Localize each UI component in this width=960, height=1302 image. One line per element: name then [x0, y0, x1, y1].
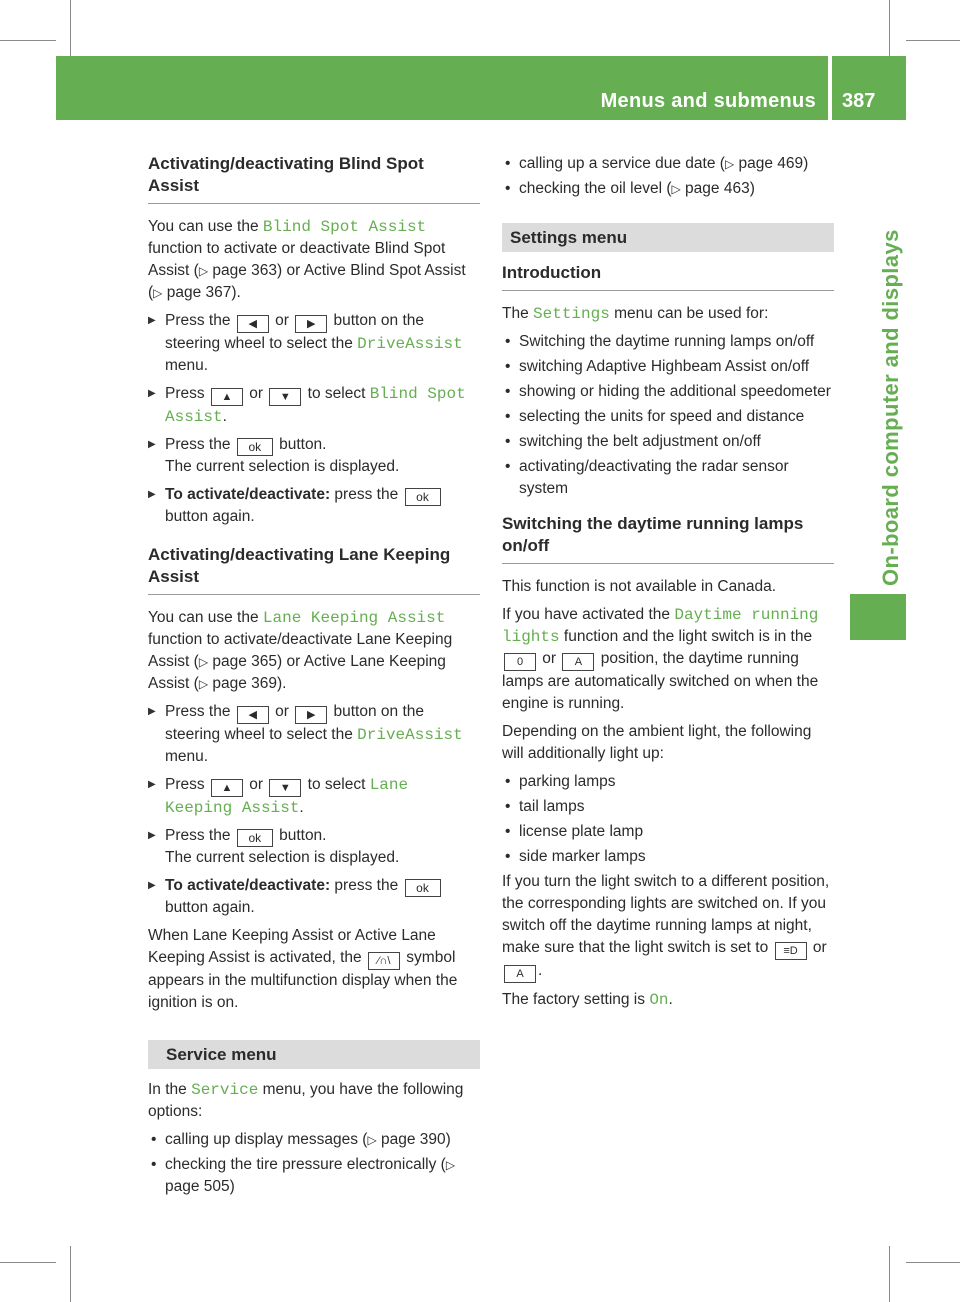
- instruction-step: ▶ To activate/deactivate: press the ok button again.: [148, 484, 480, 528]
- page-ref-icon: ▷: [198, 264, 209, 278]
- ok-key-icon: ok: [237, 438, 273, 456]
- down-key-icon: ▼: [269, 388, 301, 406]
- crop-mark: [70, 0, 71, 56]
- prev-key-icon: ◀: [237, 706, 269, 724]
- list-item: • switching Adaptive Highbeam Assist on/off: [502, 356, 834, 378]
- instruction-step: ▶ Press ▲ or ▼ to select Blind Spot Assist.: [148, 383, 480, 428]
- list-item: • selecting the units for speed and distance: [502, 406, 834, 428]
- paragraph: If you turn the light switch to a different position, the corresponding lights are switched on. If you switch off the daytime running lamps at night, make sure that the light switch is set to ≡D or A .: [502, 871, 834, 983]
- light-switch-auto-icon: A: [562, 653, 594, 671]
- page-ref-icon: ▷: [724, 157, 735, 171]
- instruction-step: ▶ Press the ◀ or ▶ button on the steering wheel to select the DriveAssist menu.: [148, 310, 480, 377]
- page-ref-icon: ▷: [367, 1133, 377, 1147]
- menu-code: Blind Spot Assist: [262, 218, 427, 236]
- low-beam-icon: ≡D: [775, 942, 807, 960]
- paragraph: When Lane Keeping Assist or Active Lane Keeping Assist is activated, the ⁄∩\ symbol appears in the multifunction display when the ignition is on.: [148, 927, 458, 1011]
- left-column: [148, 153, 480, 1201]
- section-bar-settings: Settings menu: [502, 223, 834, 252]
- list-item: • Switching the daytime running lamps on/off: [502, 331, 834, 353]
- section-heading-lane-keeping: [148, 544, 480, 595]
- next-key-icon: ▶: [295, 315, 327, 333]
- list-item: • tail lamps: [502, 796, 834, 818]
- paragraph: The Settings menu can be used for:: [502, 305, 769, 323]
- instruction-step: ▶ To activate/deactivate: press the ok button again.: [148, 875, 480, 919]
- menu-code: Settings: [533, 305, 610, 323]
- crop-mark: [70, 1246, 71, 1302]
- list-item: • license plate lamp: [502, 821, 834, 843]
- list-item: • activating/deactivating the radar sensor system: [502, 456, 834, 500]
- page-ref-icon: ▷: [198, 655, 209, 669]
- light-switch-auto-icon: A: [504, 965, 536, 983]
- page-ref-icon: ▷: [671, 182, 681, 196]
- paragraph: If you have activated the Daytime running lights function and the light switch is in the 0 or A position, the daytime running lamps are automatically switched on when the engine is running.: [502, 606, 819, 712]
- right-column: [502, 153, 834, 1017]
- ok-key-icon: ok: [405, 879, 441, 897]
- page-ref-icon: ▷: [445, 1158, 456, 1172]
- paragraph: You can use the Blind Spot Assist function to activate or deactivate Blind Spot Assist (▷ page 363) or Active Blind Spot Assist (▷ page 367).: [148, 218, 466, 301]
- menu-code: Lane Keeping Assist: [262, 609, 446, 627]
- paragraph: You can use the Lane Keeping Assist function to activate/deactivate Lane Keeping Assist (▷ page 365) or Active Lane Keeping Assist (▷ page 369).: [148, 609, 453, 692]
- list-item: • checking the tire pressure electronically (▷ page 505): [148, 1154, 480, 1198]
- crop-mark: [889, 1246, 890, 1302]
- instruction-step: ▶ Press the ok button. The current selection is displayed.: [148, 434, 480, 478]
- page-ref-icon: ▷: [153, 286, 163, 300]
- menu-code: Daytime running lights: [502, 606, 819, 646]
- heading: Activating/deactivating Lane Keeping Assist: [148, 545, 451, 586]
- up-key-icon: ▲: [211, 388, 243, 406]
- section-heading-daytime-lamps: [502, 513, 834, 564]
- light-switch-off-icon: 0: [504, 653, 536, 671]
- crop-mark: [889, 0, 890, 56]
- paragraph: In the Service menu, you have the following options:: [148, 1081, 464, 1120]
- menu-code: Service: [191, 1081, 259, 1099]
- heading: Introduction: [502, 263, 602, 282]
- list-item: • side marker lamps: [502, 846, 834, 868]
- list-item: • checking the oil level (▷ page 463): [502, 178, 834, 200]
- list-item: • calling up a service due date (▷ page 469): [502, 153, 834, 175]
- next-key-icon: ▶: [295, 706, 327, 724]
- list-item: • showing or hiding the additional speedometer: [502, 381, 834, 403]
- prev-key-icon: ◀: [237, 315, 269, 333]
- section-bar-service: Service menu: [148, 1040, 480, 1069]
- instruction-step: ▶ Press ▲ or ▼ to select Lane Keeping Assist.: [148, 774, 480, 819]
- menu-code: Lane Keeping Assist: [165, 776, 409, 817]
- paragraph: Depending on the ambient light, the following will additionally light up:: [502, 723, 812, 762]
- paragraph: This function is not available in Canada.: [502, 578, 776, 595]
- instruction-step: ▶ Press the ◀ or ▶ button on the steering wheel to select the DriveAssist menu.: [148, 701, 480, 768]
- list-item: • parking lamps: [502, 771, 834, 793]
- crop-mark: [0, 1262, 56, 1263]
- header-divider: [828, 56, 832, 120]
- section-heading-introduction: [502, 262, 834, 291]
- list-item: • calling up display messages (▷ page 390): [148, 1129, 480, 1151]
- menu-code: On: [649, 991, 669, 1009]
- ok-key-icon: ok: [405, 488, 441, 506]
- header-title: Menus and submenus: [600, 90, 816, 112]
- crop-mark: [906, 1262, 960, 1263]
- lane-keeping-symbol-icon: ⁄∩\: [368, 952, 400, 970]
- list-item: • switching the belt adjustment on/off: [502, 431, 834, 453]
- crop-mark: [906, 40, 960, 41]
- side-tab-label: On-board computer and displays: [878, 229, 903, 586]
- paragraph: The factory setting is On.: [502, 991, 673, 1009]
- menu-code: DriveAssist: [357, 726, 463, 744]
- menu-code: DriveAssist: [357, 335, 463, 353]
- ok-key-icon: ok: [237, 829, 273, 847]
- page-number: 387: [842, 90, 876, 112]
- crop-mark: [0, 40, 56, 41]
- heading: Switching the daytime running lamps on/off: [502, 514, 804, 555]
- instruction-step: ▶ Press the ok button. The current selection is displayed.: [148, 825, 480, 869]
- section-heading-blind-spot: [148, 153, 480, 204]
- up-key-icon: ▲: [211, 779, 243, 797]
- side-tab-marker: [850, 594, 906, 640]
- menu-code: Blind Spot Assist: [165, 385, 466, 426]
- page-ref-icon: ▷: [198, 677, 209, 691]
- down-key-icon: ▼: [269, 779, 301, 797]
- heading: Activating/deactivating Blind Spot Assist: [148, 154, 424, 195]
